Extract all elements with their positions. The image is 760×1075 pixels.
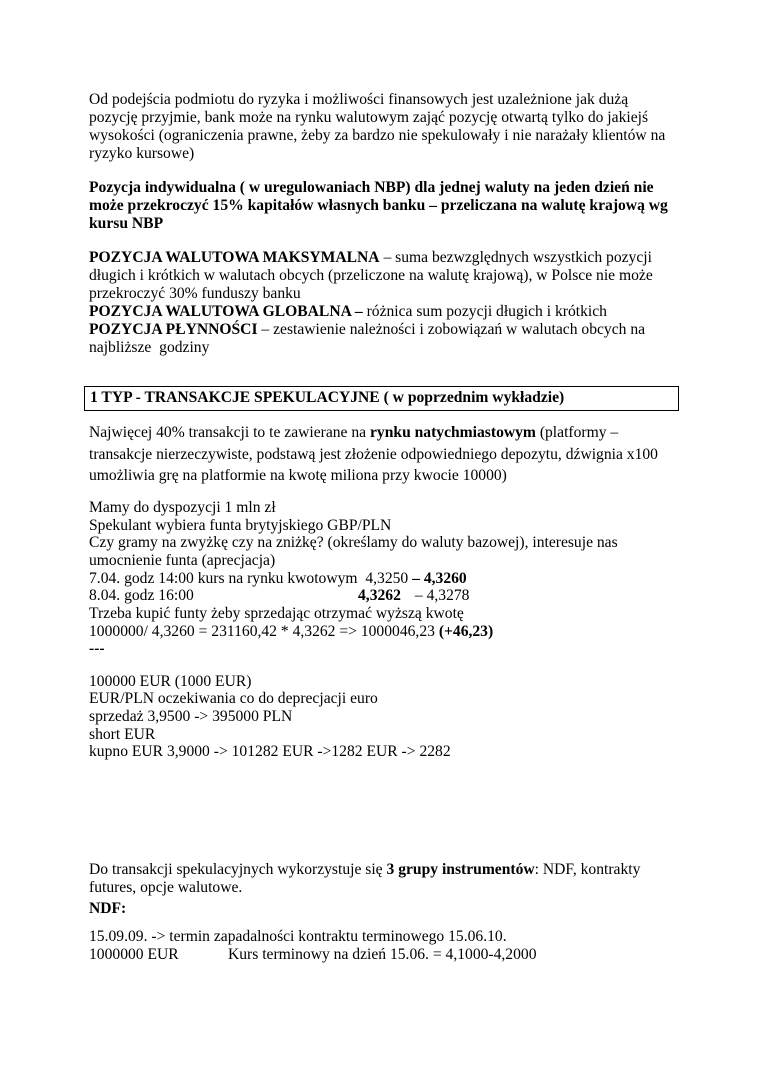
text-run: wysokości (ograniczenia prawne, żeby za bardzo nie spekulowały i nie narażały klientów na <box>89 127 666 144</box>
text-run: długich i krótkich w walutach obcych (przeliczone na walutę krajową), w Polsce nie może <box>89 267 653 284</box>
text-run: Od podejścia podmiotu do ryzyka i możliwości finansowych jest uzależnione jak dużą <box>89 91 629 108</box>
text-line <box>89 215 163 233</box>
text-line <box>89 127 665 145</box>
text-line <box>89 499 276 517</box>
text-run: najbliższe godziny <box>89 339 210 356</box>
text-run: 100000 EUR (1000 EUR) <box>89 673 252 690</box>
text-line <box>89 109 648 127</box>
text-line <box>89 467 507 485</box>
bold-text: --- <box>89 640 105 657</box>
text-run: Do transakcji spekulacyjnych wykorzystuje się <box>89 861 387 878</box>
text-run: – suma bezwzględnych wszystkich pozycji <box>379 249 652 266</box>
text-run: kupno EUR 3,9000 -> 101282 EUR ->1282 EUR -> 2282 <box>89 743 451 760</box>
text-line <box>89 587 470 605</box>
text-line <box>89 605 464 623</box>
text-line <box>89 91 628 109</box>
text-run: : NDF, kontrakty <box>534 861 641 878</box>
bold-text: 4,3262 <box>358 587 401 604</box>
text-line <box>89 673 251 691</box>
text-run: 1000000 EUR <box>89 946 179 963</box>
bold-text: NDF: <box>89 900 127 917</box>
text-run: sprzedaż 3,9500 -> 395000 PLN <box>89 708 293 725</box>
bold-text: POZYCJA WALUTOWA GLOBALNA – <box>89 303 363 320</box>
text-line <box>89 446 658 464</box>
text-line <box>89 303 607 321</box>
bold-text: może przekroczyć 15% kapitałów własnych banku – przeliczana na walutę krajową wg <box>89 197 668 214</box>
text-run: różnica sum pozycji długich i krótkich <box>362 303 607 320</box>
bold-text: (+46,23) <box>438 623 494 640</box>
text-line <box>89 249 652 267</box>
bold-text: 1 TYP - TRANSAKCJE SPEKULACYJNE ( w poprzednim wykładzie) <box>90 389 565 406</box>
text-run: Kurs terminowy na dzień 15.06. = 4,1000-4,2000 <box>228 946 537 963</box>
text-line <box>89 534 618 552</box>
text-run: Najwięcej 40% transakcji to te zawierane na <box>89 424 370 441</box>
text-run: EUR/PLN oczekiwania co do deprecjacji euro <box>89 690 378 707</box>
text-run: 15.09.09. -> termin zapadalności kontraktu terminowego 15.06.10. <box>89 928 507 945</box>
bold-text: POZYCJA WALUTOWA MAKSYMALNA <box>89 249 380 266</box>
bold-text: POZYCJA PŁYNNOŚCI <box>89 321 258 338</box>
text-line <box>89 339 209 357</box>
text-line <box>89 145 194 163</box>
text-run: 7.04. godz 14:00 kurs na rynku kwotowym 4,3250 <box>89 570 413 587</box>
text-line <box>89 285 301 303</box>
text-run: (platformy – <box>535 424 619 441</box>
text-line <box>89 743 451 761</box>
bold-text: Pozycja indywidualna ( w uregulowaniach NBP) dla jednej waluty na jeden dzień nie <box>89 179 654 196</box>
text-line <box>89 424 618 442</box>
text-run: Spekulant wybiera funta brytyjskiego GBP/PLN <box>89 517 392 534</box>
text-line <box>89 197 668 215</box>
text-line <box>89 946 537 964</box>
text-run: 8.04. godz 16:00 <box>89 587 194 604</box>
text-line <box>89 517 391 535</box>
text-line <box>89 623 493 641</box>
text-line <box>89 640 105 658</box>
text-line <box>89 726 155 744</box>
text-line <box>89 861 640 879</box>
text-line <box>89 267 653 285</box>
text-run: Mamy do dyspozycji 1 mln zł <box>89 499 276 516</box>
text-run: – 4,3278 <box>411 587 470 604</box>
text-run: short EUR <box>89 726 156 743</box>
text-run: Czy gramy na zwyżkę czy na zniżkę? (określamy do waluty bazowej), interesuje nas <box>89 534 618 551</box>
text-run: futures, opcje walutowe. <box>89 879 243 896</box>
bold-text: kursu NBP <box>89 215 164 232</box>
bold-text: – 4,3260 <box>412 570 467 587</box>
bold-text: 3 grupy instrumentów <box>386 861 535 878</box>
text-run: transakcje nierzeczywiste, podstawą jest złożenie odpowiedniego depozytu, dźwignia x100 <box>89 446 658 463</box>
text-line <box>89 928 507 946</box>
text-line <box>89 690 378 708</box>
text-line <box>89 321 645 339</box>
text-run: ryzyko kursowe) <box>89 145 195 162</box>
text-line <box>89 900 126 918</box>
text-run: pozycję przyjmie, bank może na rynku walutowym zająć pozycję otwartą tylko do jakiejś <box>89 109 649 126</box>
text-line <box>89 879 242 897</box>
text-run: 1000000/ 4,3260 = 231160,42 * 4,3262 => 1000046,23 <box>89 623 439 640</box>
text-line <box>89 570 467 588</box>
text-line <box>89 179 654 197</box>
bold-text: rynku natychmiastowym <box>370 424 536 441</box>
section-heading <box>90 389 564 407</box>
text-run: przekroczyć 30% funduszy banku <box>89 285 301 302</box>
text-run: umocnienie funta (aprecjacja) <box>89 552 276 569</box>
text-run: Trzeba kupić funty żeby sprzedając otrzymać wyższą kwotę <box>89 605 464 622</box>
text-line <box>89 708 292 726</box>
text-run: – zestawienie należności i zobowiązań w walutach obcych na <box>257 321 646 338</box>
text-line <box>89 552 275 570</box>
text-run: umożliwia grę na platformie na kwotę miliona przy kwocie 10000) <box>89 467 507 484</box>
